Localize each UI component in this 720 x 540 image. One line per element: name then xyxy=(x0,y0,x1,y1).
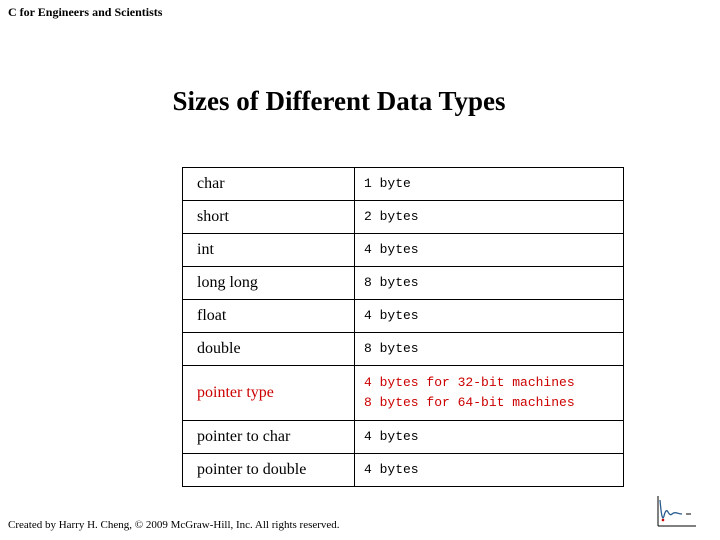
size-value: 4 bytes for 32-bit machines xyxy=(364,375,575,390)
size-value: 2 bytes xyxy=(364,209,419,224)
waveform-logo-icon xyxy=(655,494,697,528)
size-value: 8 bytes xyxy=(364,275,419,290)
size-value: 8 bytes for 64-bit machines xyxy=(364,395,575,410)
size-cell xyxy=(355,267,624,300)
size-cell xyxy=(355,168,624,201)
data-type-cell: int xyxy=(183,234,355,267)
size-cell xyxy=(355,300,624,333)
table-row xyxy=(183,300,624,333)
size-value: 8 bytes xyxy=(364,341,419,356)
copyright-footer: Created by Harry H. Cheng, © 2009 McGraw-Hill, Inc. All rights reserved. xyxy=(8,519,340,531)
data-type-cell: pointer to char xyxy=(183,421,355,454)
table-row xyxy=(183,454,624,487)
data-type-cell: long long xyxy=(183,267,355,300)
table-row xyxy=(183,366,624,421)
data-type-cell: double xyxy=(183,333,355,366)
data-type-cell: pointer type xyxy=(183,366,355,421)
table-row xyxy=(183,168,624,201)
size-value: 4 bytes xyxy=(364,242,419,257)
table-row xyxy=(183,267,624,300)
slide-title: Sizes of Different Data Types xyxy=(172,86,506,116)
size-cell xyxy=(355,454,624,487)
data-types-table xyxy=(182,167,624,487)
size-cell xyxy=(355,421,624,454)
size-cell xyxy=(355,201,624,234)
size-value: 4 bytes xyxy=(364,462,419,477)
size-cell xyxy=(355,333,624,366)
table-row xyxy=(183,201,624,234)
slide-header: C for Engineers and Scientists xyxy=(8,5,163,19)
size-value: 4 bytes xyxy=(364,308,419,323)
size-value: 1 byte xyxy=(364,176,411,191)
size-cell xyxy=(355,234,624,267)
data-type-cell: char xyxy=(183,168,355,201)
table-row xyxy=(183,333,624,366)
size-cell xyxy=(355,366,624,421)
data-type-cell: pointer to double xyxy=(183,454,355,487)
data-type-cell: float xyxy=(183,300,355,333)
table-row xyxy=(183,421,624,454)
table-row xyxy=(183,234,624,267)
data-type-cell: short xyxy=(183,201,355,234)
size-value: 4 bytes xyxy=(364,429,419,444)
data-types-table-body xyxy=(183,168,624,487)
